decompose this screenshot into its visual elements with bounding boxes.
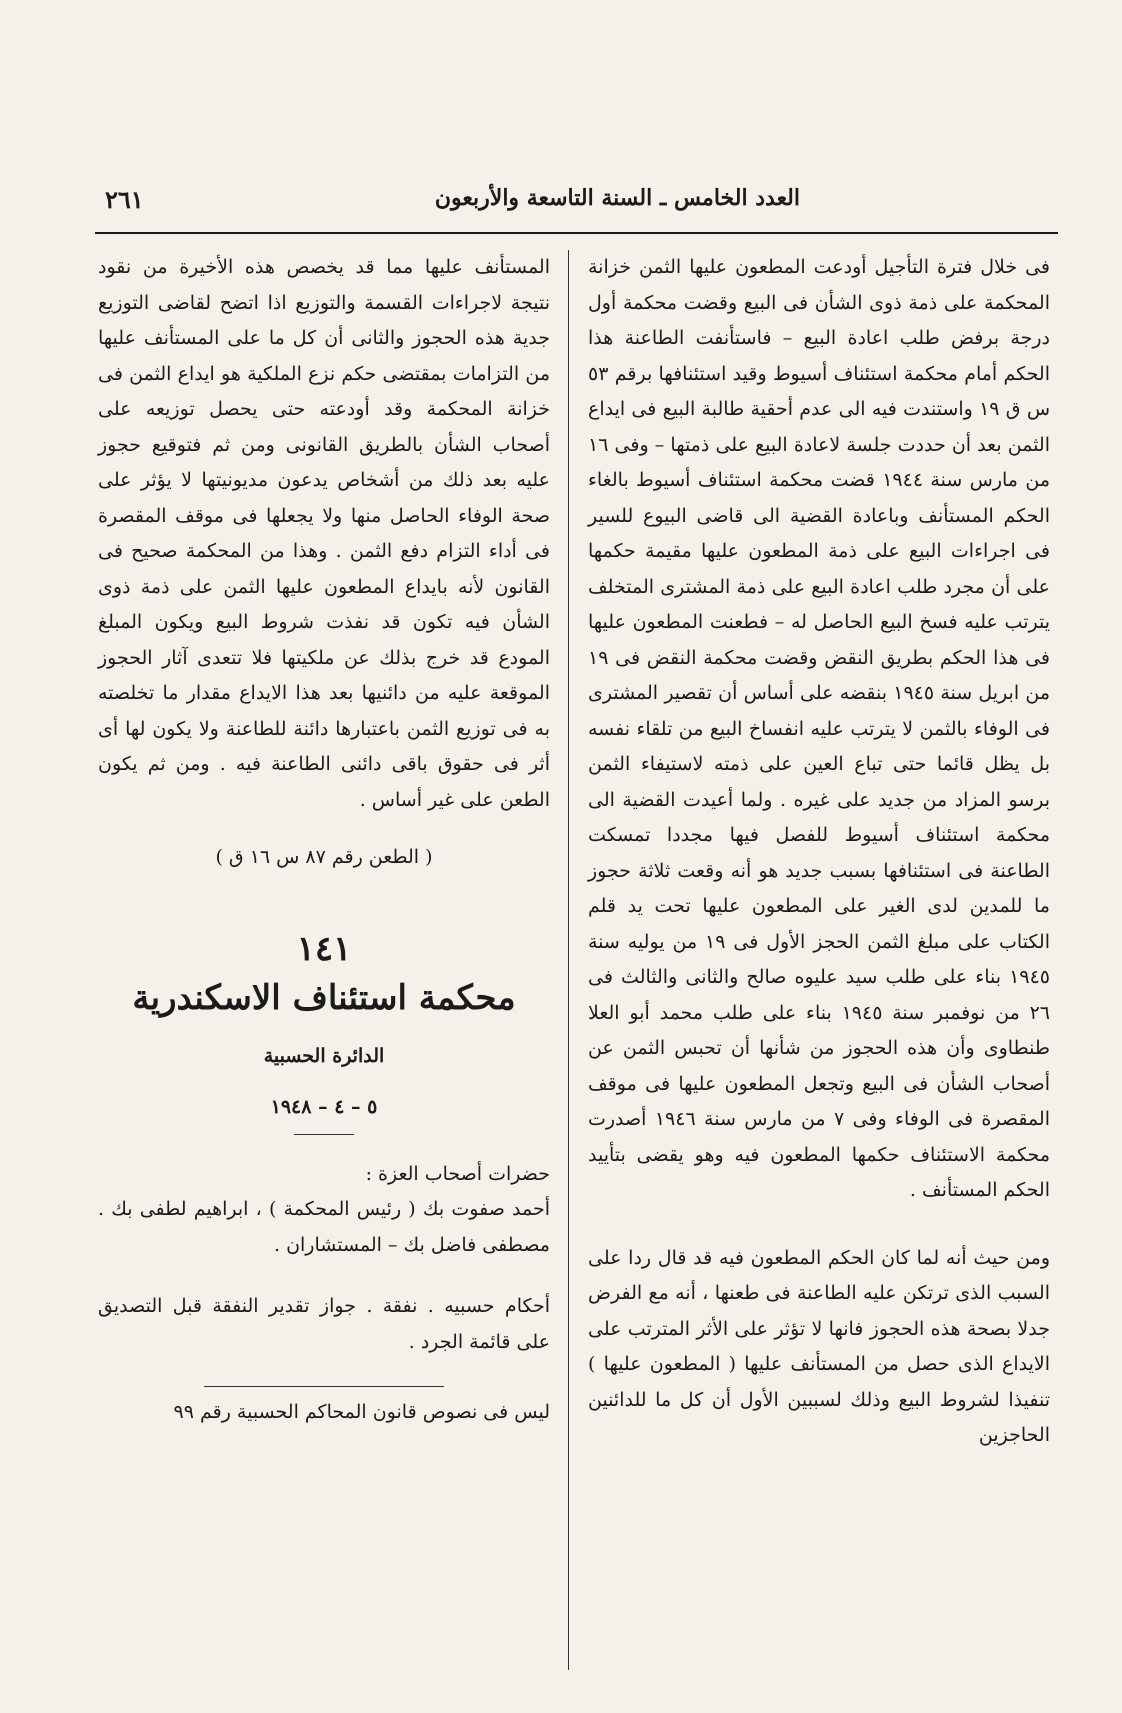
running-title: العدد الخامس ـ السنة التاسعة والأربعون <box>434 185 800 211</box>
court-name: محكمة استئناف الاسكندرية <box>132 978 516 1018</box>
appeal-reference: ( الطعن رقم ٨٧ س ١٦ ق ) <box>215 846 433 868</box>
panel-members: أحمد صفوت بك ( رئيس المحكمة ) ، ابراهيم لطفى بك . مصطفى فاضل بك – المستشاران . <box>98 1198 550 1256</box>
case-summary: أحكام حسبيه . نفقة . جواز تقدير النفقة قبل التصديق على قائمة الجرد . <box>98 1295 550 1353</box>
court-circuit: الدائرة الحسبية <box>263 1044 385 1067</box>
page-number: ٢٦١ <box>105 185 144 214</box>
right-column <box>588 250 1050 1675</box>
body-paragraph: المستأنف عليها مما قد يخصص هذه الأخيرة من نقود نتيجة لاجراءات القسمة والتوزيع اذا اتضح لقاضى التوزيع جدية هذه الحجوز والثانى أن كل ما على المستأنف عليها من التزامات بمقتضى حكم نزع الملكية هو ايداع الثمن فى خزانة المحكمة وقد أودعته حتى يحصل توزيعه على أصحاب الشأن بالطريق القانونى ومن ثم فتوقيع حجوز عليه بعد ذلك من أشخاص يدعون مديونيتها لا يؤثر على صحة الوفاء الحاصل منها ولا يجعلها فى موقف المقصرة فى أداء التزام دفع الثمن . وهذا من المحكمة صحيح فى القانون لأنه بايداع المطعون عليها الثمن على ذمة ذوى الشأن فيه تكون قد نفذت شروط البيع ويكون المبلغ المودع قد خرج بذلك عن ملكيتها فلا تتعدى آثار الحجوز الموقعة عليه من دائنيها بعد هذا الايداع مقدار ما تخلصته به فى توزيع الثمن باعتبارها دائنة للطاعنة ولا يكون لها أى أثر فى حقوق باقى دائنى الطاعنة فيه . ومن ثم يكون الطعن على غير أساس . <box>98 256 550 811</box>
judgment-date: ٥ – ٤ – ١٩٤٨ <box>270 1096 378 1118</box>
column-divider <box>568 250 569 1670</box>
case-number: ١٤١ <box>296 928 352 969</box>
body-paragraph: ومن حيث أنه لما كان الحكم المطعون فيه قد قال ردا على السبب الذى ترتكن عليه الطاعنة فى طعنها ، أنه مع الفرض جدلا بصحة هذه الحجوز فانها لا تؤثر على الأثر المترتب على الايداع الذى حصل من المستأنف عليها ( المطعون عليها ) تنفيذا لشروط البيع وذلك لسببين الأول أن كل ما للدائنين الحاجزين <box>588 1246 1050 1446</box>
panel-intro: حضرات أصحاب العزة : <box>365 1162 550 1185</box>
body-paragraph: فى خلال فترة التأجيل أودعت المطعون عليها الثمن خزانة المحكمة على ذمة ذوى الشأن فى البيع وقضت محكمة أول درجة برفض طلب اعادة البيع – فاستأنفت الطاعنة هذا الحكم أمام محكمة استئناف أسيوط وقيد استئنافها برقم ٥٣ س ق ١٩ واستندت فيه الى عدم أحقية طالبة البيع فى ايداع الثمن بعد أن حددت جلسة لاعادة البيع على ذمتها – وفى ١٦ من مارس سنة ١٩٤٤ قضت محكمة استئناف أسيوط بالغاء الحكم المستأنف وباعادة القضية الى قاضى البيوع للسير فى اجراءات البيع على ذمة المطعون عليها مقيمة حكمها على أن مجرد طلب اعادة البيع على ذمة المشترى المتخلف يترتب عليه فسخ البيع الحاصل له – فطعنت المطعون عليها فى هذا الحكم بطريق النقض وقضت محكمة النقض فى ١٩ من ابريل سنة ١٩٤٥ بنقضه على أساس أن تقصير المشترى فى الوفاء بالثمن لا يترتب عليه انفساخ البيع من تلقاء نفسه بل يظل قائما حتى تباع العين على ذمته لاستيفاء الثمن برسو المزاد من جديد على غيره . ولما أعيدت القضية الى محكمة استئناف أسيوط للفصل فيها مجددا تمسكت الطاعنة فى استئنافها بسبب جديد هو أنه وقعت ثلاثة حجوز ما للمدين لدى الغير على المطعون عليها تحت يد قلم الكتاب على مبلغ الثمن الحجز الأول فى ١٩ من يوليه سنة ١٩٤٥ بناء على طلب سيد عليوه صالح والثانى والثالث فى ٢٦ من نوفمبر سنة ١٩٤٥ بناء على طلب محمد أبو العلا طنطاوى وأن هذه الحجوز من شأنها أن تحبس الثمن عن أصحاب الشأن فى البيع وتجعل المطعون عليها فى موقف المقصرة فى الوفاء وفى ٧ من مارس سنة ١٩٤٦ أصدرت محكمة الاستئناف حكمها المطعون فيه وهو يقضى بتأييد الحكم المستأنف . <box>588 256 1051 1201</box>
separator-rule <box>204 1386 444 1387</box>
header-rule <box>95 232 1058 234</box>
body-paragraph: ليس فى نصوص قانون المحاكم الحسبية رقم ٩٩ <box>173 1401 550 1423</box>
left-column <box>98 250 550 1675</box>
separator-rule <box>294 1134 354 1135</box>
page-header <box>95 185 1060 225</box>
